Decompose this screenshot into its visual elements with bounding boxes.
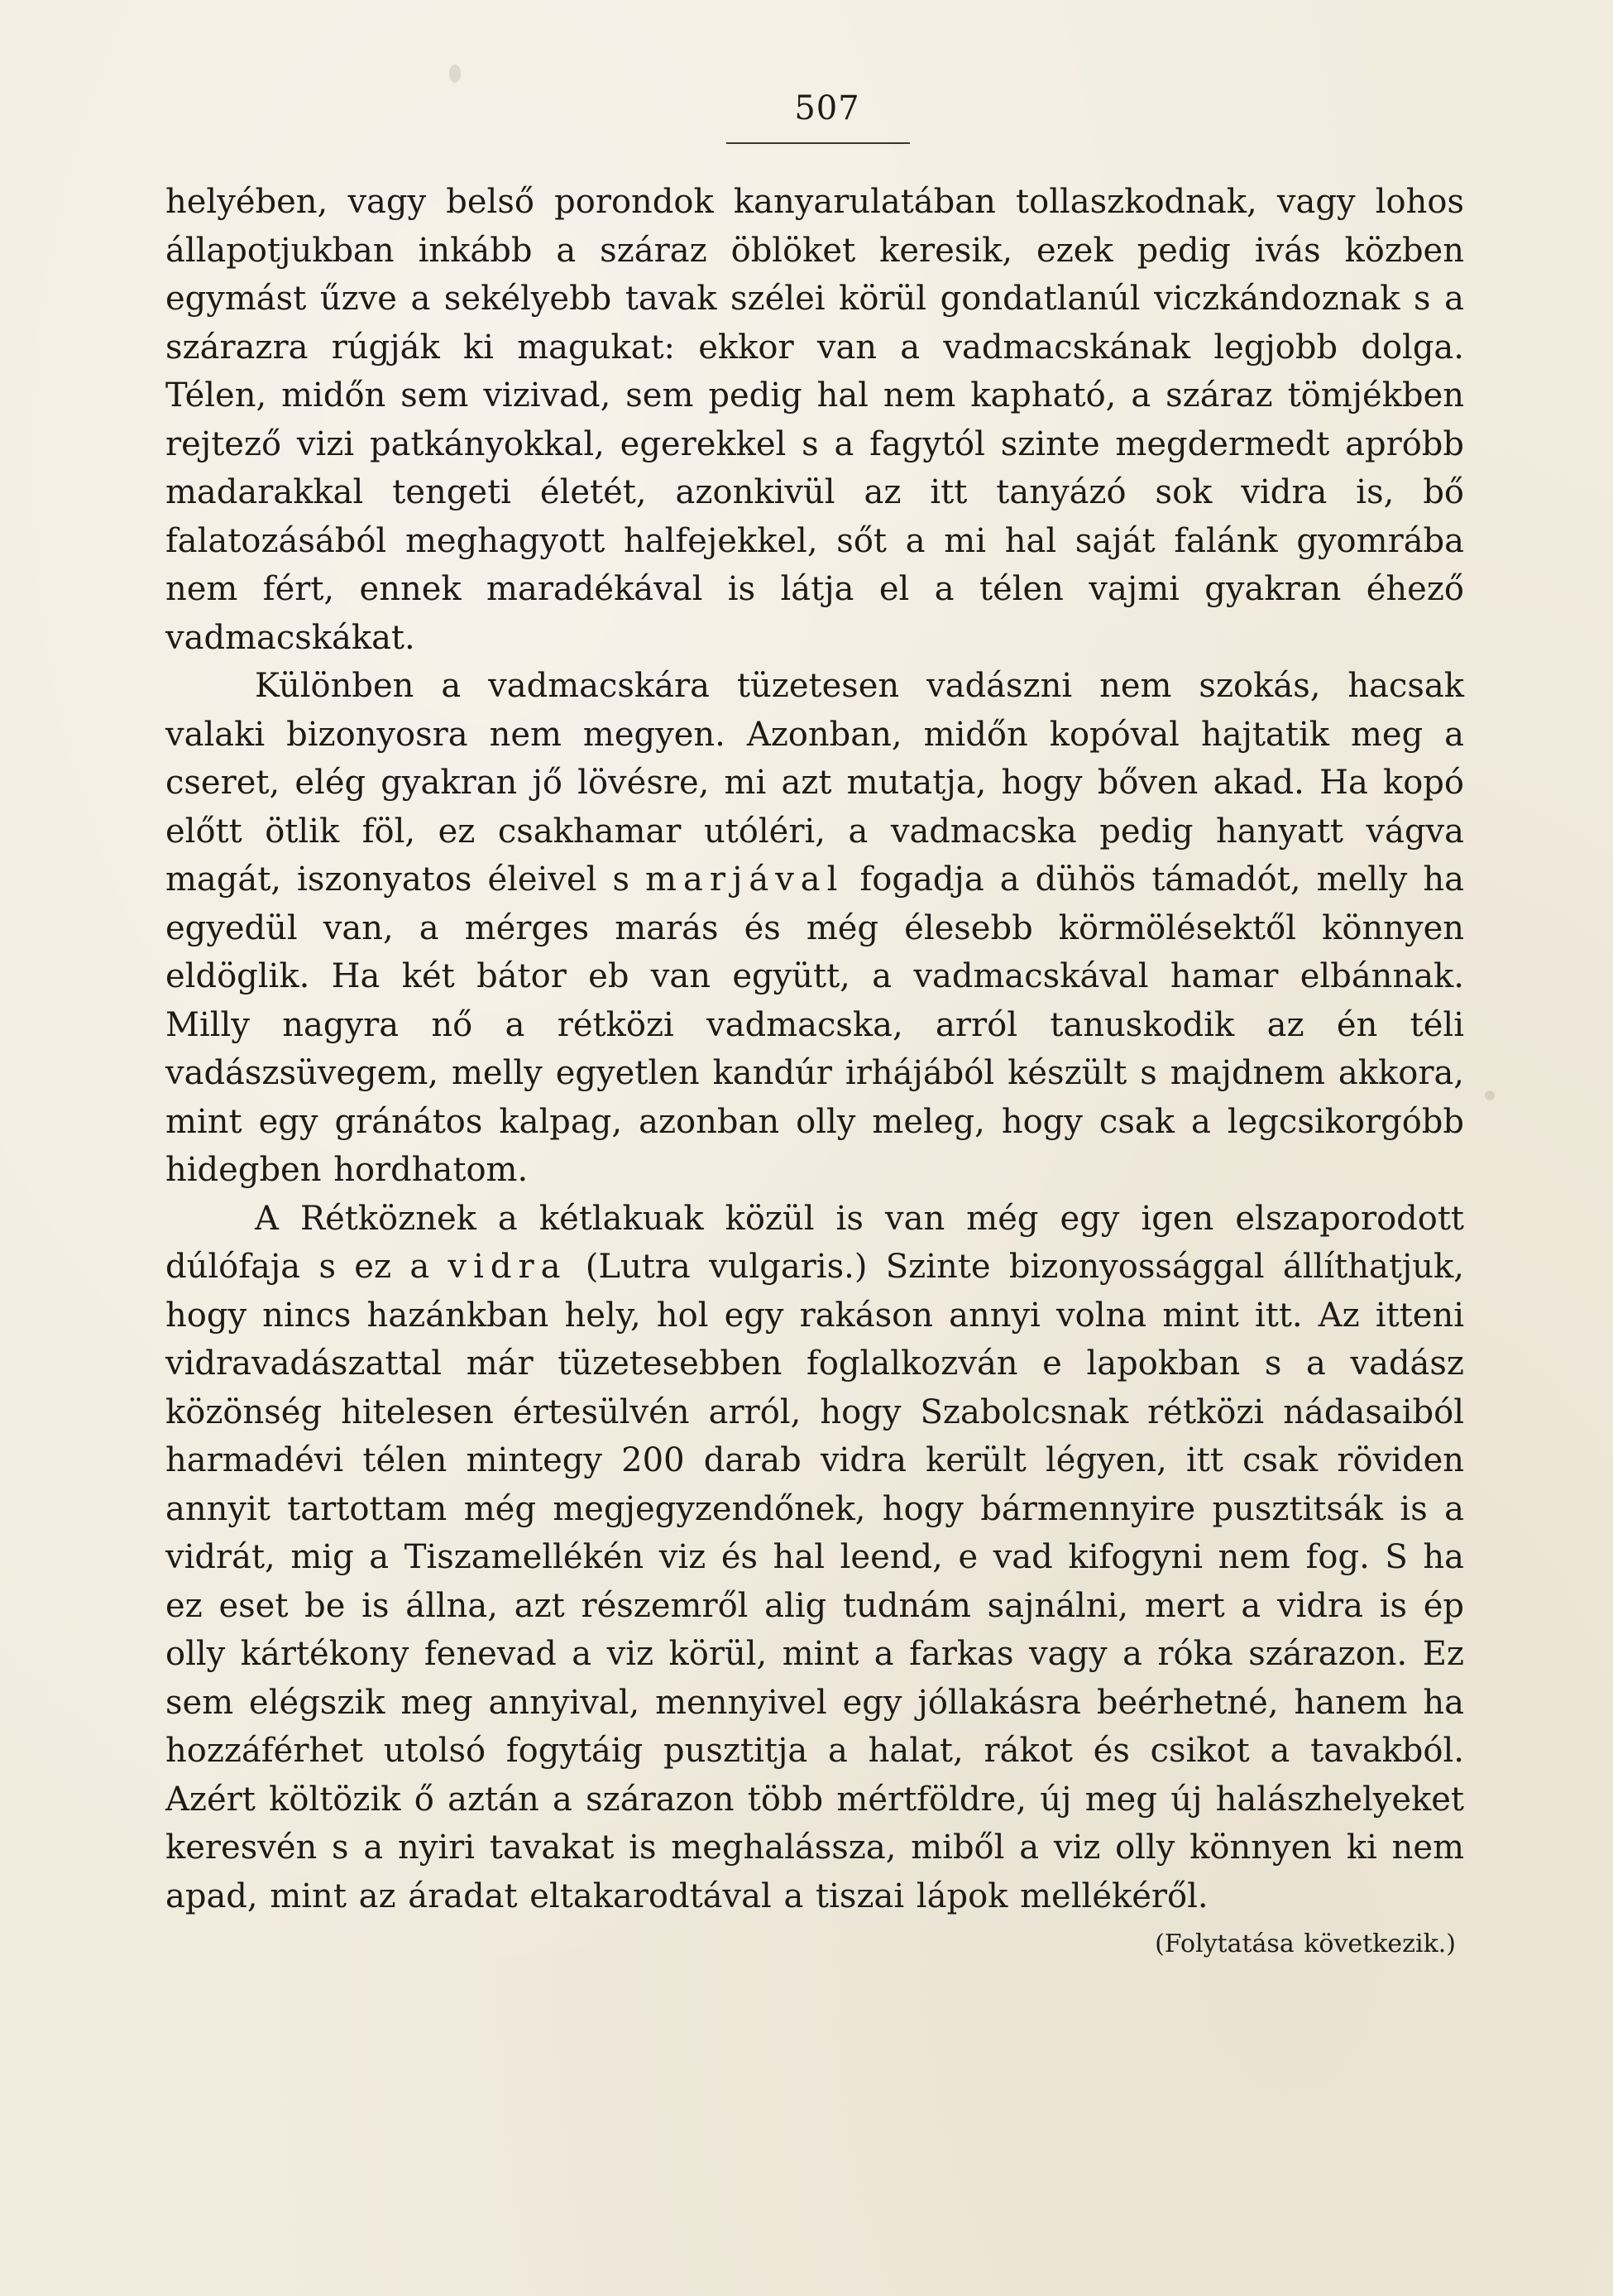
paragraph-2-emphasis: marjával xyxy=(645,860,845,899)
page-number-rule xyxy=(726,142,910,144)
paragraph-3 xyxy=(165,1195,1465,1958)
paragraph-3-emphasis: vidra xyxy=(448,1248,567,1286)
paragraph-3-text-before: A Rétköznek a kétlakuak közül is van még egy igen elszaporodott dúlófaja s ez a xyxy=(165,1199,1464,1286)
paragraph-3-text-after: (Lutra vulgaris.) Szinte bizonyossággal állíthatjuk, hogy nincs hazánkban hely, hol egy rakáson annyi volna mint itt. Az itteni vidravadászattal már tüzetesebben foglalkozván e lapokban s a vadász közönség hitelesen értesülvén arról, hogy Szabolcsnak rétközi nádasaiból harmadévi télen mintegy 200 darab vidra került légyen, itt csak röviden annyit tartottam még megjegyzendőnek, hogy bármennyire pusztitsák is a vidrát, mig a Tiszamellékén viz és hal leend, e vad kifogyni nem fog. S ha ez eset be is állna, azt részemről alig tudnám sajnálni, mert a vidra is ép olly kártékony fenevad a viz körül, mint a farkas vagy a róka szárazon. Ez sem elégszik meg annyival, mennyivel egy jóllakásra beérhetné, hanem ha hozzáférhet utolsó fogytáig pusztitja a halat, rákot és csikot a tavakból. Azért költözik ő aztán a szárazon több mértföldre, új meg új halászhelyeket keresvén s a nyiri tavakat is meghalássza, miből a viz olly könnyen ki nem apad, mint az áradat eltakarodtával a tiszai lápok mellékéről. xyxy=(165,1248,1465,1915)
paragraph-1: helyében, vagy belső porondok kanyarulatában tollaszkodnak, vagy lohos állapotjukban inkább a száraz öblöket keresik, ezek pedig ivás közben egymást űzve a sekélyebb tavak szélei körül gondatlanúl viczkándoznak s a szárazra rúgják ki magukat: ekkor van a vadmacskának legjobb dolga. Télen, midőn sem vizivad, sem pedig hal nem kapható, a száraz tömjékben rejtező vizi patkányokkal, egerekkel s a fagytól szinte megdermedt apróbb madarakkal tengeti életét, azonkivül az itt tanyázó sok vidra is, bő falatozásából meghagyott halfejekkel, sőt a mi hal saját falánk gyomrába nem fért, ennek maradékával is látja el a télen vajmi gyakran éhező vadmacskákat. xyxy=(165,183,1464,657)
paper-stain xyxy=(449,65,461,83)
continuation-note: (Folytatása következik.) xyxy=(1155,1929,1456,1958)
body-text xyxy=(165,178,1464,1969)
paragraph-2-text-after: fogadja a dühös támadót, melly ha egyedül van, a mérges marás és még élesebb körmölésektől könnyen eldöglik. Ha két bátor eb van együtt, a vadmacskával hamar elbánnak. Milly nagyra nő a rétközi vadmacska, arról tanuskodik az én téli vadászsüvegem, melly egyetlen kandúr irhájából készült s majdnem akkora, mint egy gránátos kalpag, azonban olly meleg, hogy csak a legcsikorgóbb hidegben hordhatom. xyxy=(165,860,1464,1189)
paragraph-2 xyxy=(165,662,1464,1195)
paper-stain xyxy=(1485,1090,1495,1100)
paragraph-2-text-before: Különben a vadmacskára tüzetesen vadászni nem szokás, hacsak valaki bizonyosra nem megyen. Azonban, midőn kopóval hajtatik meg a cseret, elég gyakran jő lövésre, mi azt mutatja, hogy bőven akad. Ha kopó előtt ötlik föl, ez csakhamar utóléri, a vadmacska pedig hanyatt vágva magát, iszonyatos éleivel s xyxy=(165,667,1464,899)
page-number: 507 xyxy=(794,89,860,127)
